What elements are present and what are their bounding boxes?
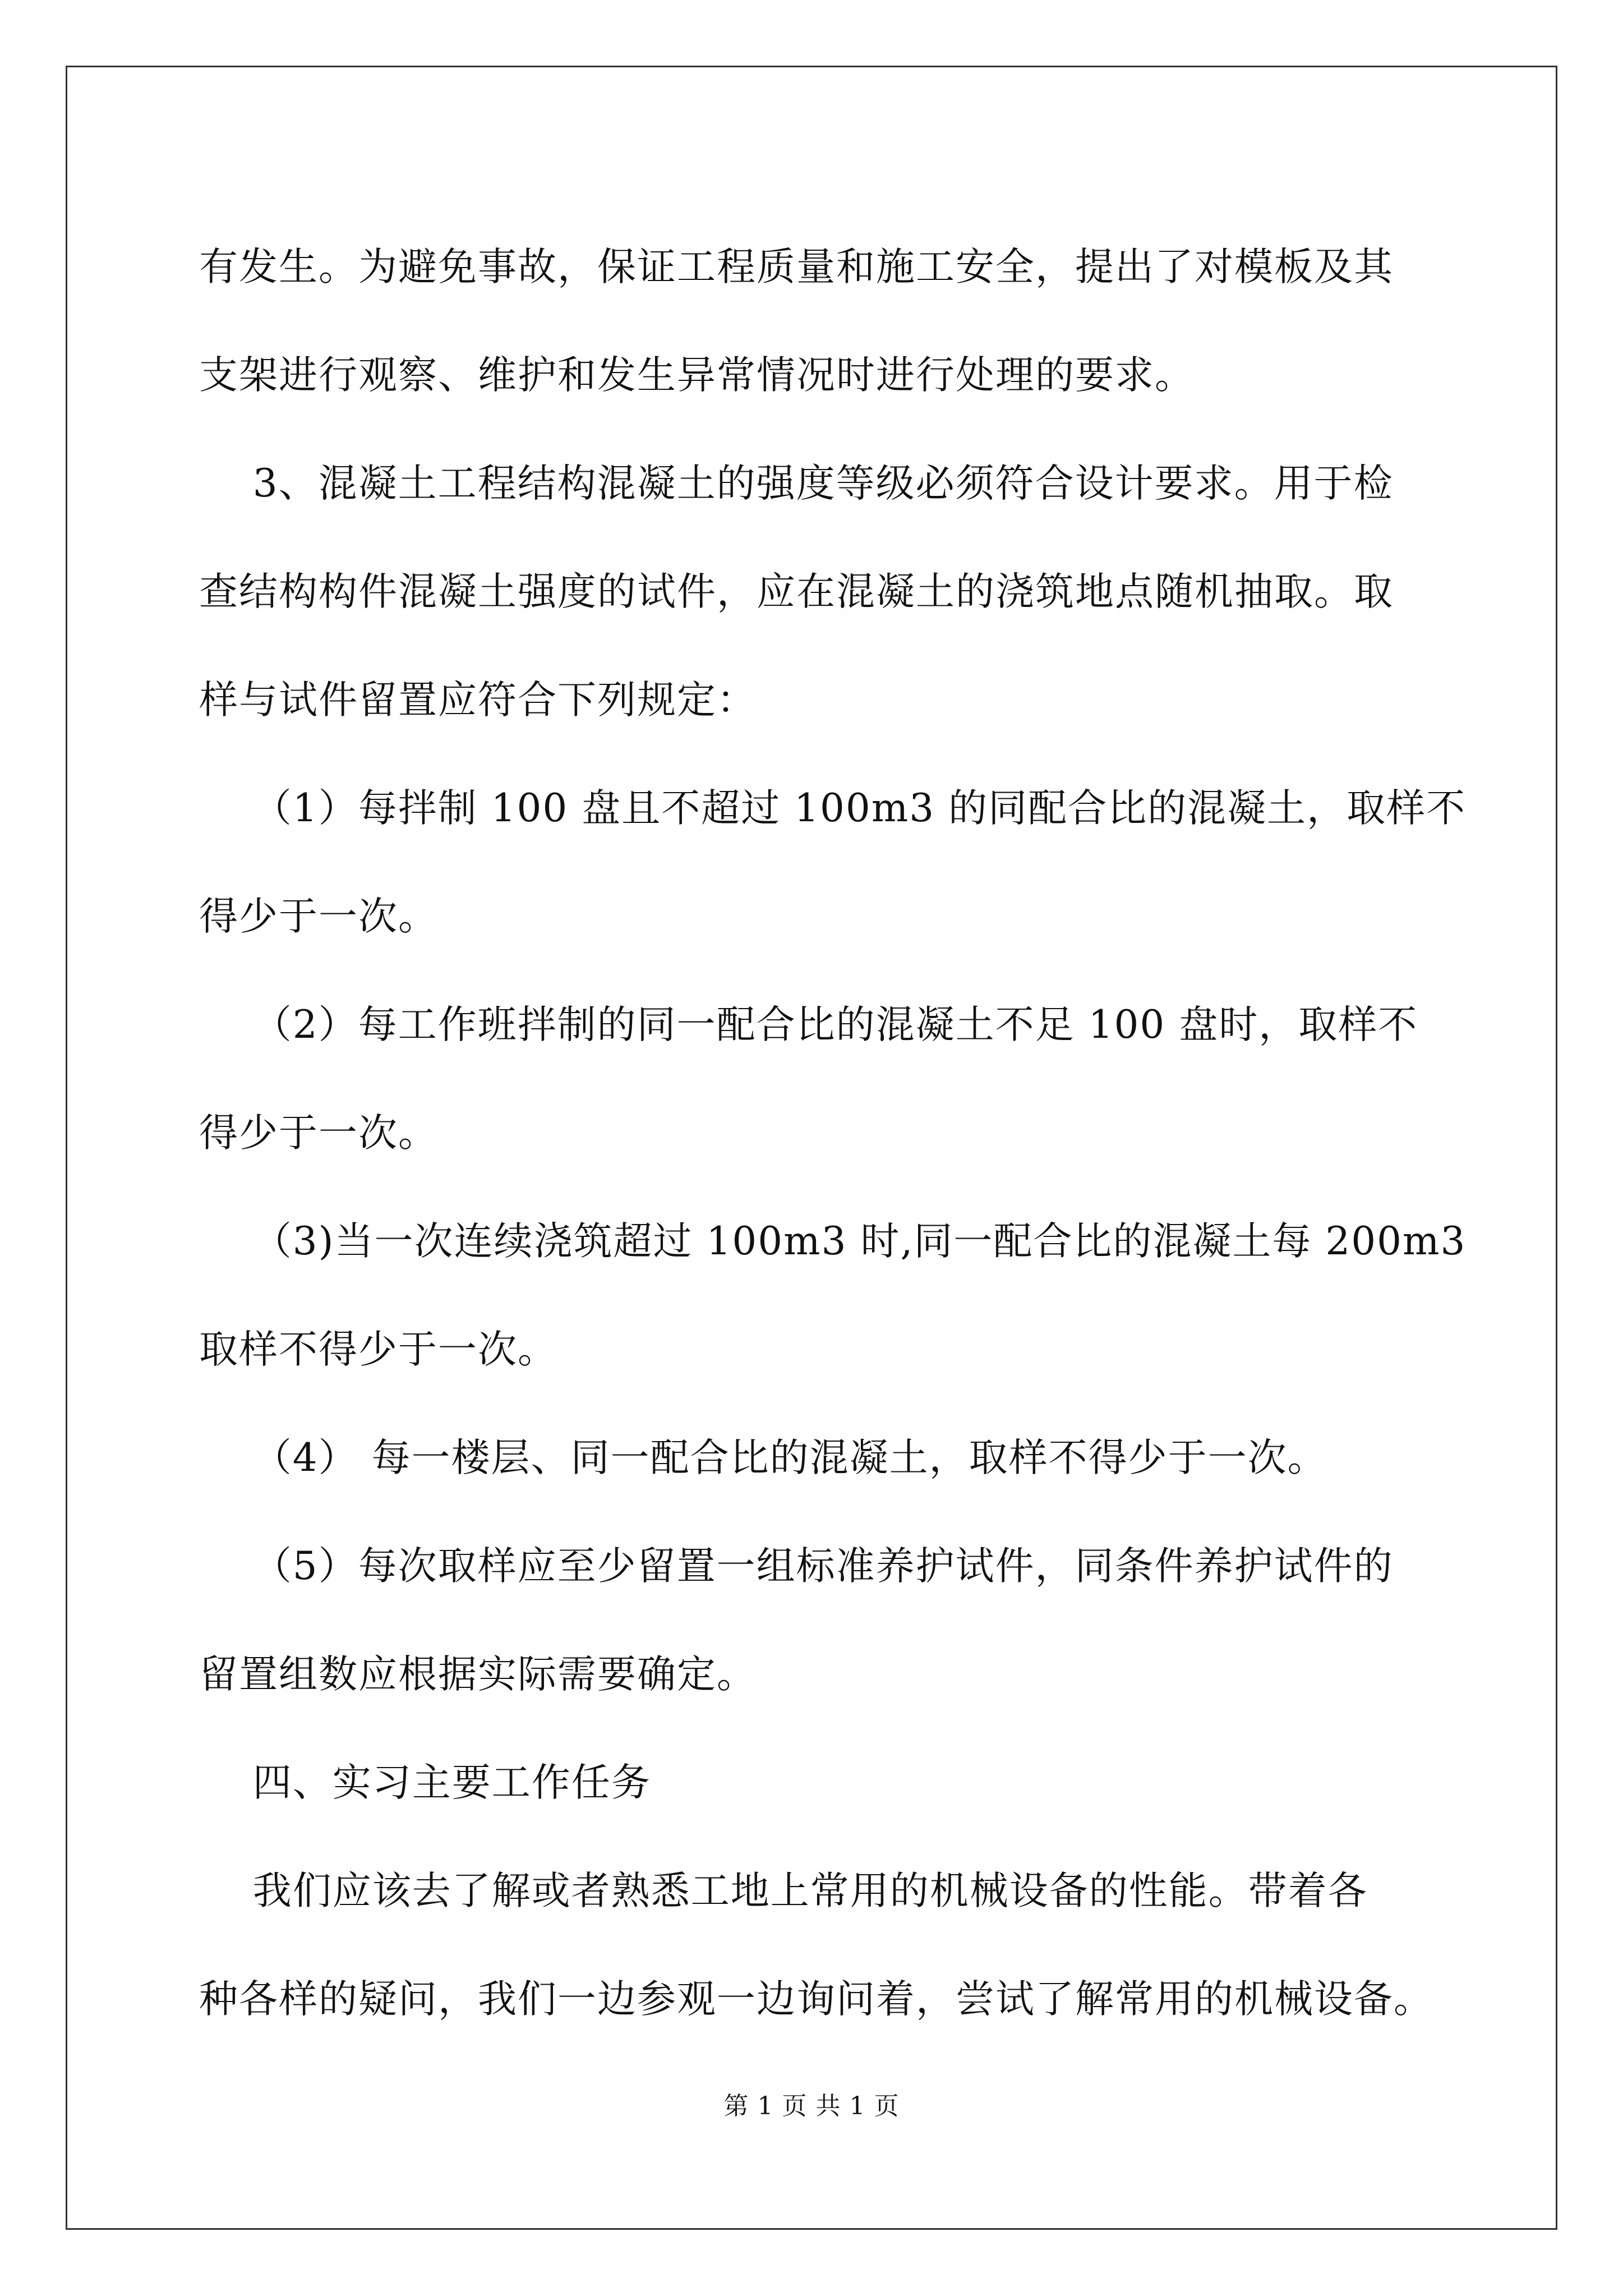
text-line: 查结构构件混凝土强度的试件，应在混凝土的浇筑地点随机抽取。取: [199, 569, 1394, 614]
text-line: 支架进行观察、维护和发生异常情况时进行处理的要求。: [199, 353, 1195, 398]
text-line: （3)当一次连续浇筑超过 100m3 时,同一配合比的混凝土每 200m3: [199, 1219, 1467, 1264]
text-line: 3、混凝土工程结构混凝土的强度等级必须符合设计要求。用于检: [199, 461, 1394, 506]
document-body: [199, 213, 1467, 2054]
page-number-footer: 第 1 页 共 1 页: [723, 2092, 900, 2120]
text-line: 得少于一次。: [199, 894, 438, 939]
text-line: （4） 每一楼层、同一配合比的混凝土，取样不得少于一次。: [199, 1435, 1327, 1480]
section-heading: 四、实习主要工作任务: [199, 1760, 651, 1805]
text-line: （1）每拌制 100 盘且不超过 100m3 的同配合比的混凝土，取样不: [199, 786, 1467, 831]
text-line: 样与试件留置应符合下列规定：: [199, 678, 757, 723]
text-line: 留置组数应根据实际需要确定。: [199, 1652, 757, 1697]
text-line: 种各样的疑问，我们一边参观一边询问着，尝试了解常用的机械设备。: [199, 1977, 1433, 2022]
text-line: 取样不得少于一次。: [199, 1327, 557, 1372]
text-line: 得少于一次。: [199, 1111, 438, 1156]
text-line: 有发生。为避免事故，保证工程质量和施工安全，提出了对模板及其: [199, 245, 1394, 289]
text-line: （2）每工作班拌制的同一配合比的混凝土不足 100 盘时，取样不: [199, 1002, 1418, 1047]
text-line: 我们应该去了解或者熟悉工地上常用的机械设备的性能。带着各: [199, 1869, 1368, 1913]
text-line: （5）每次取样应至少留置一组标准养护试件，同条件养护试件的: [199, 1544, 1394, 1589]
